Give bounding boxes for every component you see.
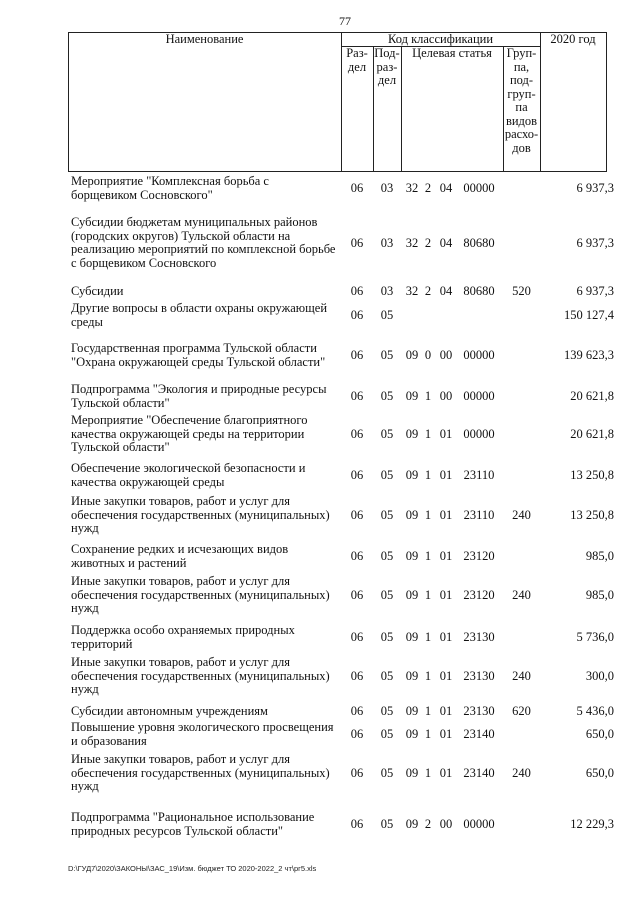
- cell-podr: 05: [380, 348, 394, 362]
- cell-cs2: 1: [424, 630, 432, 644]
- cell-cs1: 09: [405, 727, 419, 741]
- cell-cs2: 2: [424, 236, 432, 250]
- cell-cs1: 32: [405, 181, 419, 195]
- cell-cs1: 09: [405, 817, 419, 831]
- cell-amount: 985,0: [585, 588, 614, 602]
- header-divider-podr: [401, 46, 402, 172]
- cell-cs3: 01: [439, 766, 453, 780]
- cell-amount: 6 937,3: [576, 284, 614, 298]
- cell-cs4: 00000: [463, 181, 495, 195]
- cell-cs3: 01: [439, 588, 453, 602]
- cell-cs1: 09: [405, 766, 419, 780]
- cell-cs3: 04: [439, 181, 453, 195]
- cell-cs4: 00000: [463, 427, 495, 441]
- cell-razd: 06: [350, 284, 364, 298]
- cell-podr: 05: [380, 508, 394, 522]
- cell-amount: 5 736,0: [576, 630, 614, 644]
- cell-amount: 6 937,3: [576, 236, 614, 250]
- page-number: 77: [339, 14, 351, 28]
- cell-cs4: 23140: [463, 766, 495, 780]
- row-name: Государственная программа Тульской области "Охрана окружающей среды Тульской области": [71, 341, 326, 369]
- cell-cs4: 23120: [463, 588, 495, 602]
- cell-cs4: 23140: [463, 727, 495, 741]
- cell-cs2: 2: [424, 181, 432, 195]
- cell-cs4: 23120: [463, 549, 495, 563]
- header-year: 2020 год: [550, 32, 596, 46]
- row-name: Обеспечение экологической безопасности и качества окружающей среды: [71, 461, 306, 489]
- cell-cs3: 01: [439, 508, 453, 522]
- cell-cs1: 09: [405, 508, 419, 522]
- cell-cs3: 00: [439, 389, 453, 403]
- cell-cs2: 1: [424, 508, 432, 522]
- cell-cs3: 00: [439, 817, 453, 831]
- cell-podr: 05: [380, 308, 394, 322]
- cell-razd: 06: [350, 508, 364, 522]
- row-name: Подпрограмма "Экология и природные ресурсы Тульской области": [71, 382, 327, 410]
- cell-cs3: 00: [439, 348, 453, 362]
- cell-vr: 240: [512, 669, 531, 683]
- row-name: Субсидии бюджетам муниципальных районов (городских округов) Тульской области на реализацию мероприятий по комплексной борьбе с борщевиком Сосновского: [71, 215, 336, 270]
- header-expense-group: Груп- па, под- груп- па видов расхо- дов: [504, 46, 539, 155]
- header-left-border: [68, 32, 69, 172]
- cell-podr: 05: [380, 389, 394, 403]
- cell-amount: 150 127,4: [564, 308, 614, 322]
- row-name: Мероприятие "Комплексная борьба с борщевиком Сосновского": [71, 174, 269, 202]
- cell-cs1: 09: [405, 389, 419, 403]
- cell-cs2: 1: [424, 704, 432, 718]
- cell-cs3: 01: [439, 630, 453, 644]
- cell-cs3: 01: [439, 727, 453, 741]
- cell-cs4: 80680: [463, 284, 495, 298]
- cell-vr: 620: [512, 704, 531, 718]
- cell-razd: 06: [350, 630, 364, 644]
- cell-amount: 5 436,0: [576, 704, 614, 718]
- cell-amount: 6 937,3: [576, 181, 614, 195]
- cell-cs4: 23130: [463, 704, 495, 718]
- cell-amount: 139 623,3: [564, 348, 614, 362]
- cell-cs4: 00000: [463, 348, 495, 362]
- cell-cs3: 01: [439, 549, 453, 563]
- cell-cs4: 23110: [463, 508, 495, 522]
- row-name: Субсидии: [71, 284, 124, 298]
- row-name: Иные закупки товаров, работ и услуг для обеспечения государственных (муниципальных) нужд: [71, 494, 330, 535]
- header-name: Наименование: [165, 32, 244, 46]
- cell-vr: 240: [512, 766, 531, 780]
- cell-razd: 06: [350, 348, 364, 362]
- row-name: Мероприятие "Обеспечение благоприятного качества окружающей среды на территории Тульской области": [71, 413, 308, 454]
- cell-amount: 300,0: [585, 669, 614, 683]
- cell-cs1: 09: [405, 549, 419, 563]
- cell-cs1: 09: [405, 348, 419, 362]
- row-name: Подпрограмма "Рациональное использование природных ресурсов Тульской области": [71, 810, 315, 838]
- cell-amount: 650,0: [585, 766, 614, 780]
- cell-cs1: 32: [405, 236, 419, 250]
- cell-amount: 12 229,3: [570, 817, 614, 831]
- header-section: Раз- дел: [346, 46, 368, 74]
- cell-razd: 06: [350, 727, 364, 741]
- cell-cs1: 32: [405, 284, 419, 298]
- cell-cs4: 00000: [463, 817, 495, 831]
- cell-cs1: 09: [405, 630, 419, 644]
- cell-vr: 240: [512, 588, 531, 602]
- cell-razd: 06: [350, 588, 364, 602]
- cell-cs2: 2: [424, 284, 432, 298]
- cell-razd: 06: [350, 669, 364, 683]
- cell-podr: 03: [380, 236, 394, 250]
- cell-podr: 05: [380, 727, 394, 741]
- cell-podr: 05: [380, 704, 394, 718]
- cell-amount: 20 621,8: [570, 427, 614, 441]
- cell-cs3: 01: [439, 704, 453, 718]
- row-name: Другие вопросы в области охраны окружающей среды: [71, 301, 328, 329]
- cell-cs2: 2: [424, 817, 432, 831]
- cell-cs4: 23130: [463, 630, 495, 644]
- cell-cs2: 1: [424, 549, 432, 563]
- cell-cs3: 04: [439, 284, 453, 298]
- cell-cs2: 1: [424, 727, 432, 741]
- cell-razd: 06: [350, 549, 364, 563]
- cell-razd: 06: [350, 468, 364, 482]
- cell-podr: 05: [380, 468, 394, 482]
- cell-cs4: 80680: [463, 236, 495, 250]
- cell-cs3: 01: [439, 427, 453, 441]
- cell-cs2: 1: [424, 389, 432, 403]
- cell-podr: 05: [380, 669, 394, 683]
- cell-cs4: 23110: [463, 468, 495, 482]
- cell-cs3: 01: [439, 468, 453, 482]
- row-name: Иные закупки товаров, работ и услуг для обеспечения государственных (муниципальных) нужд: [71, 574, 330, 615]
- cell-cs4: 00000: [463, 389, 495, 403]
- cell-podr: 05: [380, 630, 394, 644]
- cell-razd: 06: [350, 308, 364, 322]
- cell-cs3: 04: [439, 236, 453, 250]
- cell-cs2: 1: [424, 766, 432, 780]
- cell-amount: 650,0: [585, 727, 614, 741]
- cell-amount: 13 250,8: [570, 508, 614, 522]
- cell-razd: 06: [350, 236, 364, 250]
- cell-cs1: 09: [405, 669, 419, 683]
- cell-cs2: 1: [424, 427, 432, 441]
- cell-cs2: 1: [424, 588, 432, 602]
- header-bottom-border: [68, 171, 606, 172]
- cell-razd: 06: [350, 817, 364, 831]
- header-right-border: [606, 32, 607, 172]
- header-subsection: Под- раз- дел: [374, 46, 400, 87]
- cell-podr: 05: [380, 549, 394, 563]
- cell-podr: 05: [380, 766, 394, 780]
- row-name: Поддержка особо охраняемых природных территорий: [71, 623, 295, 651]
- row-name: Субсидии автономным учреждениям: [71, 704, 268, 718]
- row-name: Сохранение редких и исчезающих видов животных и растений: [71, 542, 289, 570]
- cell-razd: 06: [350, 766, 364, 780]
- cell-razd: 06: [350, 389, 364, 403]
- cell-razd: 06: [350, 181, 364, 195]
- cell-cs1: 09: [405, 468, 419, 482]
- cell-cs2: 0: [424, 348, 432, 362]
- header-classification: Код классификации: [387, 32, 494, 46]
- cell-podr: 05: [380, 817, 394, 831]
- cell-podr: 03: [380, 181, 394, 195]
- cell-razd: 06: [350, 704, 364, 718]
- cell-razd: 06: [350, 427, 364, 441]
- cell-amount: 985,0: [585, 549, 614, 563]
- row-name: Иные закупки товаров, работ и услуг для обеспечения государственных (муниципальных) нужд: [71, 655, 330, 696]
- header-divider-group: [540, 32, 541, 172]
- cell-vr: 240: [512, 508, 531, 522]
- cell-cs2: 1: [424, 468, 432, 482]
- cell-cs1: 09: [405, 427, 419, 441]
- cell-podr: 05: [380, 427, 394, 441]
- cell-podr: 05: [380, 588, 394, 602]
- row-name: Повышение уровня экологического просвещения и образования: [71, 720, 334, 748]
- cell-podr: 03: [380, 284, 394, 298]
- cell-cs1: 09: [405, 704, 419, 718]
- cell-amount: 13 250,8: [570, 468, 614, 482]
- header-target-article: Целевая статья: [412, 46, 492, 60]
- file-path-footer: D:\ГУД7\2020\ЗАКОНЫ\ЗАС_19\Изм. бюджет ТО 2020-2022_2 чт\рг5.xls: [68, 864, 317, 873]
- cell-amount: 20 621,8: [570, 389, 614, 403]
- cell-cs2: 1: [424, 669, 432, 683]
- cell-cs4: 23130: [463, 669, 495, 683]
- cell-cs1: 09: [405, 588, 419, 602]
- cell-cs3: 01: [439, 669, 453, 683]
- cell-vr: 520: [512, 284, 531, 298]
- row-name: Иные закупки товаров, работ и услуг для обеспечения государственных (муниципальных) нужд: [71, 752, 330, 793]
